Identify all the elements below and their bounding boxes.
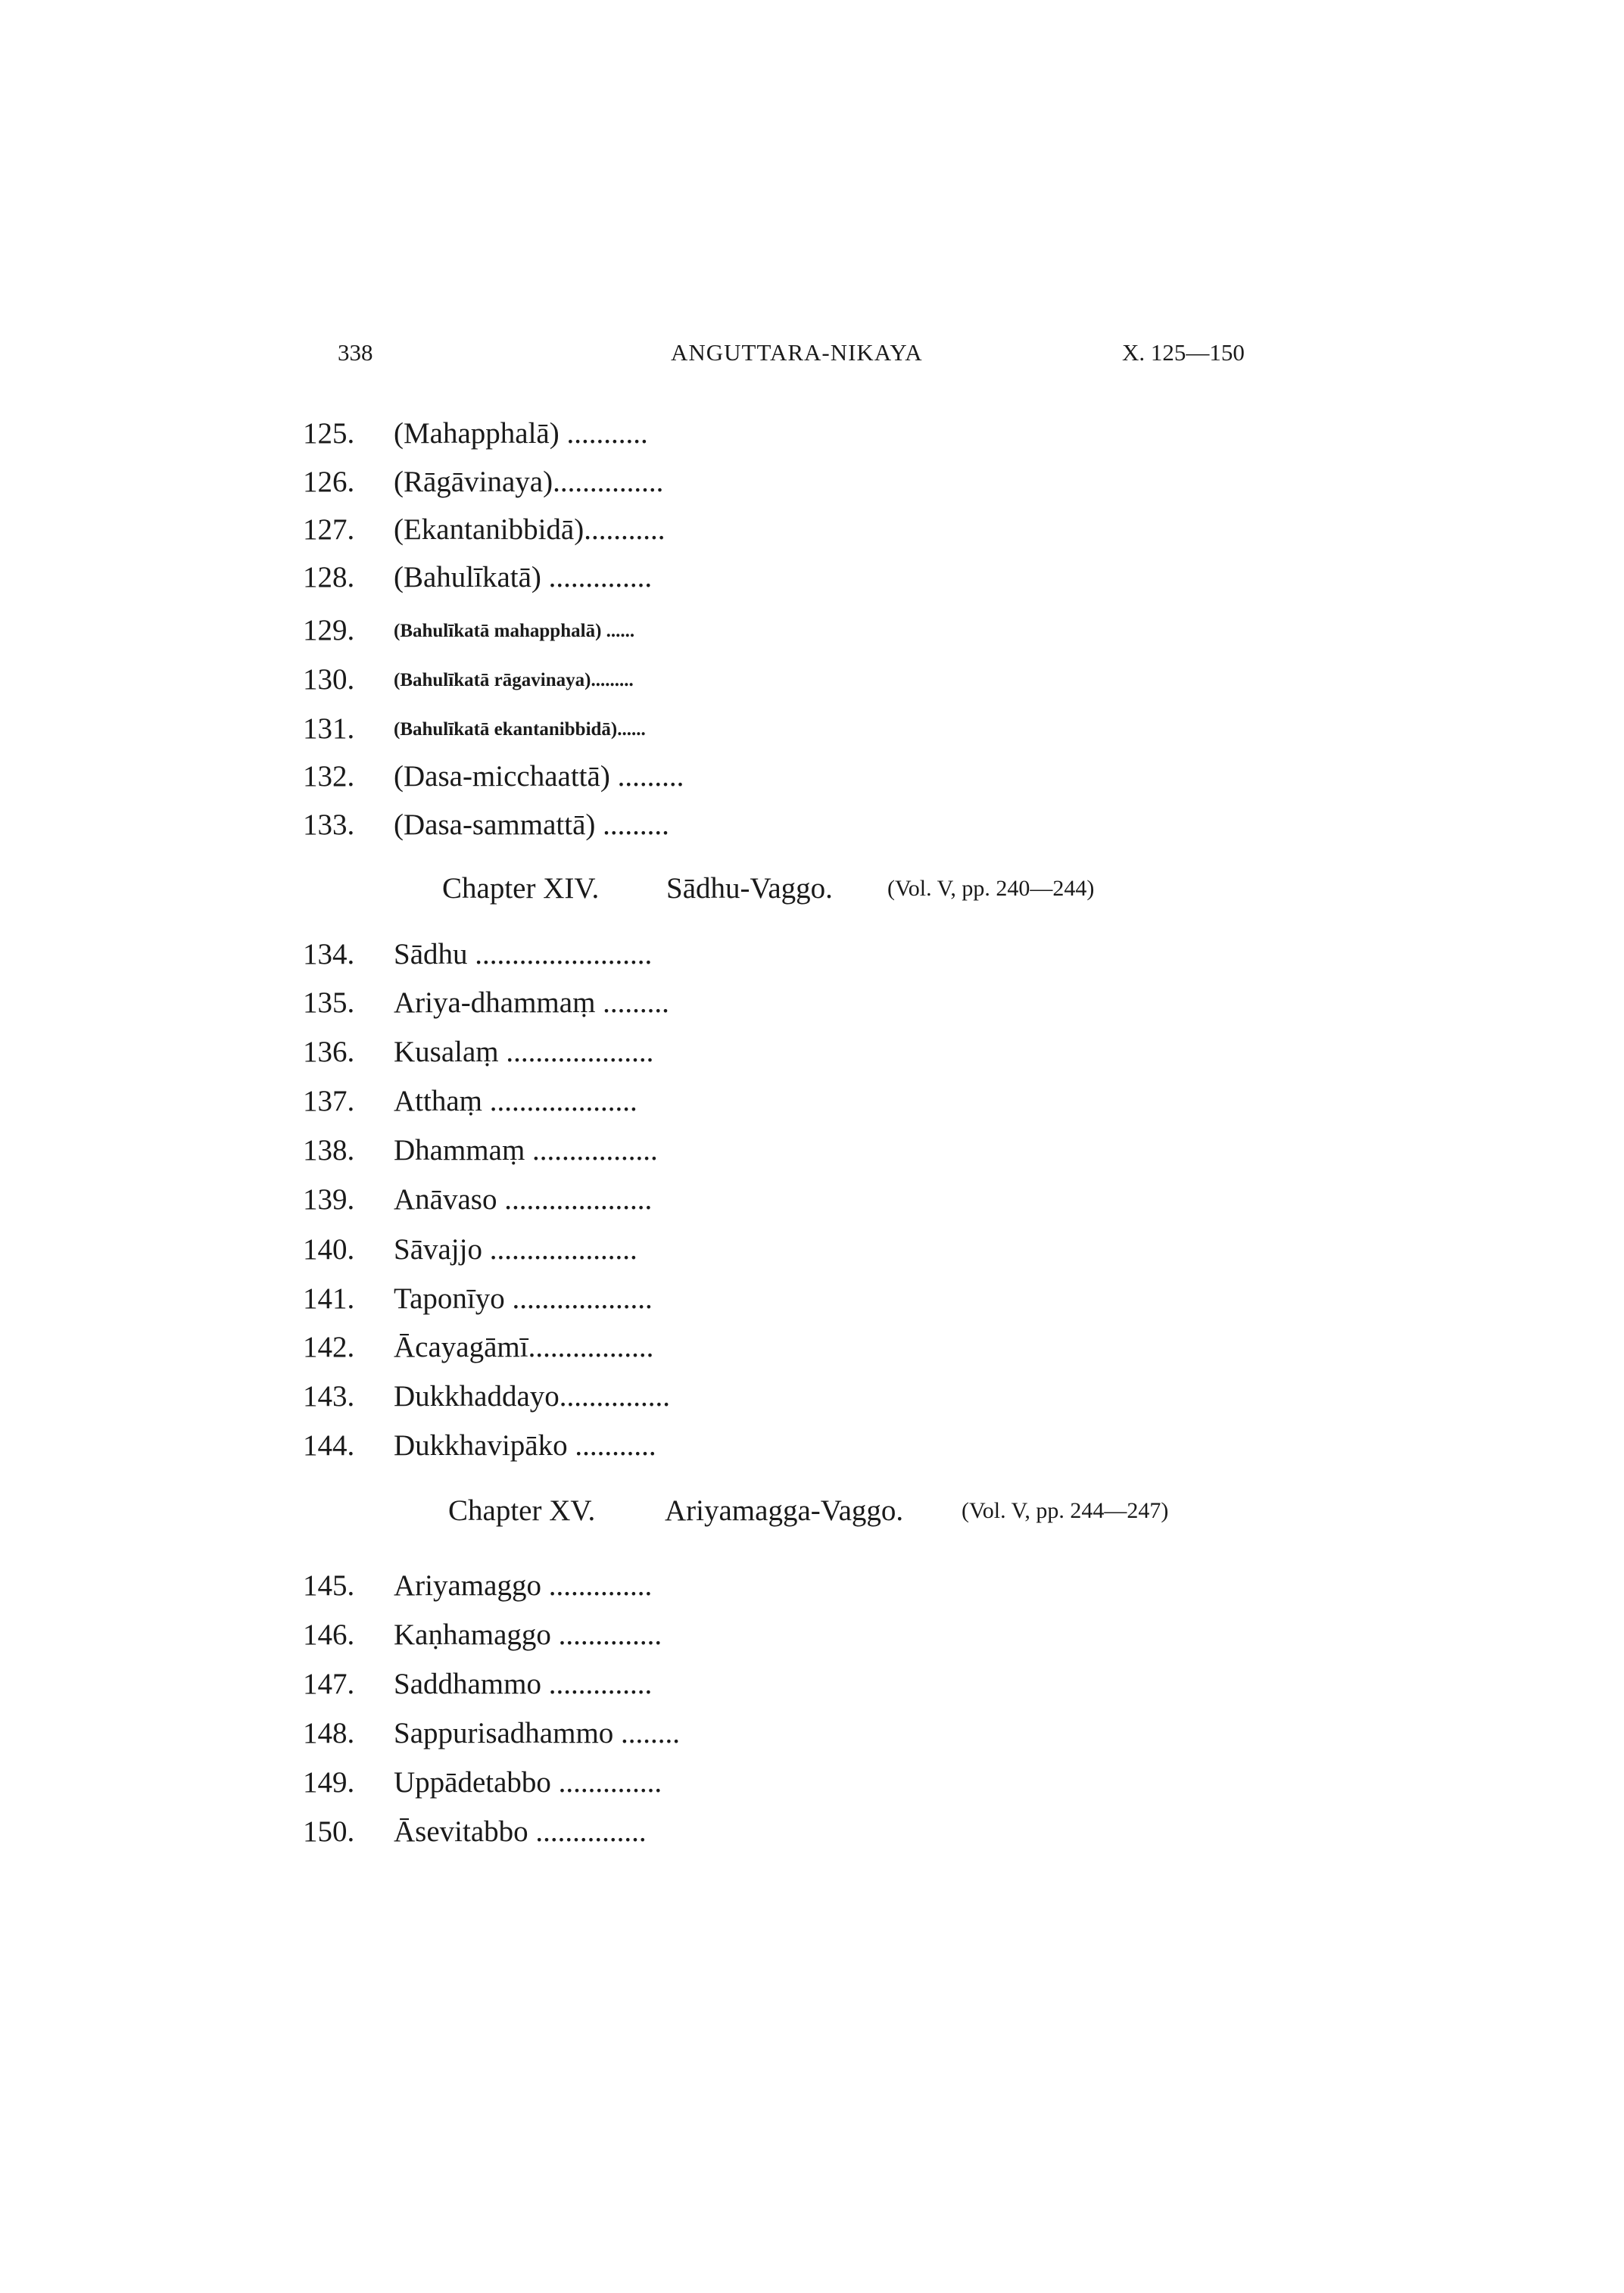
chapter-name: Ariyamagga-Vaggo. [665,1494,904,1527]
entry-title: Dukkhavipāko ........... [394,1429,656,1462]
entry-number: 133. [303,808,355,841]
entry-number: 125. [303,417,355,450]
entry-number: 148. [303,1717,355,1749]
entry-title: Kaṇhamaggo .............. [394,1618,662,1651]
entry-title: (Bahulīkatā) .............. [394,561,653,594]
entry-title: Ariya-dhammaṃ ......... [394,986,669,1019]
entry-title: Sappurisadhammo ........ [394,1717,681,1749]
chapter-reference: (Vol. V, pp. 240—244) [887,876,1095,901]
entry-number: 140. [303,1233,355,1266]
entry-title: Saddhammo .............. [394,1668,653,1700]
entry-number: 128. [303,561,355,594]
entry-number: 145. [303,1569,355,1602]
entry-title: Dukkhaddayo............... [394,1380,671,1413]
entry-number: 146. [303,1618,355,1651]
entry-number: 137. [303,1085,355,1117]
running-title: ANGUTTARA-NIKAYA [671,339,923,366]
entry-number: 144. [303,1429,355,1462]
entry-title: Atthaṃ .................... [394,1085,637,1117]
entry-title: Āsevitabbo ............... [394,1815,647,1848]
entry-number: 136. [303,1036,355,1068]
entry-number: 138. [303,1134,355,1167]
running-header [0,339,1624,385]
entry-number: 141. [303,1282,355,1315]
entry-number: 126. [303,466,355,498]
chapter-heading-xiv [0,871,1624,917]
entry-number: 132. [303,760,355,793]
entry-number: 147. [303,1668,355,1700]
entry-title: (Bahulīkatā rāgavinaya)......... [394,670,634,690]
entry-number: 131. [303,712,355,745]
entry-title: Taponīyo ................... [394,1282,653,1315]
sutta-range: X. 125—150 [1122,339,1245,366]
entry-title: Uppādetabbo .............. [394,1766,662,1799]
entry-number: 135. [303,986,355,1019]
entry-title: Kusalaṃ .................... [394,1036,654,1068]
entry-title: Sāvajjo .................... [394,1233,637,1266]
entry-title: (Rāgāvinaya)............... [394,466,664,498]
entry-title: (Dasa-micchaattā) ......... [394,760,684,793]
entry-number: 143. [303,1380,355,1413]
entry-number: 130. [303,663,355,696]
entry-title: Ariyamaggo .............. [394,1569,653,1602]
entry-number: 129. [303,614,355,646]
entry-title: Sādhu ........................ [394,938,653,970]
entry-title: (Dasa-sammattā) ......... [394,808,669,841]
entry-title: Ācayagāmī................. [394,1331,654,1363]
entry-number: 142. [303,1331,355,1363]
entry-title: Dhammaṃ ................. [394,1134,658,1167]
entry-number: 149. [303,1766,355,1799]
entry-title: (Mahapphalā) ........... [394,417,648,450]
chapter-label: Chapter XV. [448,1494,596,1527]
entry-number: 150. [303,1815,355,1848]
chapter-label: Chapter XIV. [442,872,600,905]
page-number: 338 [338,339,373,366]
entry-title: (Bahulīkatā ekantanibbidā)...... [394,719,646,740]
entry-title: Anāvaso .................... [394,1183,653,1216]
entry-number: 134. [303,938,355,970]
chapter-heading-xv [0,1494,1624,1539]
entry-title: (Ekantanibbidā)........... [394,513,665,546]
entry-number: 139. [303,1183,355,1216]
chapter-name: Sādhu-Vaggo. [666,872,833,905]
chapter-reference: (Vol. V, pp. 244—247) [962,1498,1169,1523]
entry-number: 127. [303,513,355,546]
entry-title: (Bahulīkatā mahapphalā) ...... [394,621,635,641]
